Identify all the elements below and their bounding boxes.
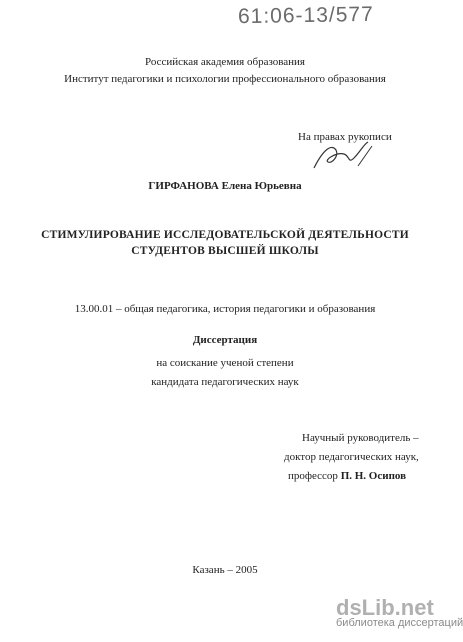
supervisor-line-2: доктор педагогических наук, bbox=[284, 451, 419, 463]
degree-line-2: кандидата педагогических наук bbox=[151, 376, 299, 388]
supervisor-line-3 bbox=[288, 470, 406, 482]
author-name: ГИРФАНОВА Елена Юрьевна bbox=[148, 180, 302, 192]
supervisor-title: профессор bbox=[288, 470, 341, 482]
specialty: 13.00.01 – общая педагогика, история педагогики и образования bbox=[74, 303, 376, 315]
dissertation-heading: Диссертация bbox=[192, 334, 258, 346]
city-year: Казань – 2005 bbox=[192, 564, 258, 576]
watermark-caption: библиотека диссертаций bbox=[336, 617, 463, 629]
rights-note: На правах рукописи bbox=[298, 131, 392, 143]
degree-line-1: на соискание ученой степени bbox=[156, 357, 294, 369]
institution-line-1: Российская академия образования bbox=[144, 56, 305, 68]
archive-stamp: 61:06-13/577 bbox=[237, 2, 374, 29]
supervisor-line-1: Научный руководитель – bbox=[302, 432, 419, 444]
svg-text:dsLib.net: dsLib.net bbox=[336, 595, 434, 620]
supervisor-name: П. Н. Осипов bbox=[340, 470, 407, 482]
title-line-2: СТУДЕНТОВ ВЫСШЕЙ ШКОЛЫ bbox=[131, 245, 319, 257]
signature bbox=[310, 138, 385, 174]
institution-line-2: Институт педагогики и психологии профессионального образования bbox=[64, 73, 386, 85]
title-line-1: СТИМУЛИРОВАНИЕ ИССЛЕДОВАТЕЛЬСКОЙ ДЕЯТЕЛЬНОСТИ bbox=[41, 229, 409, 241]
